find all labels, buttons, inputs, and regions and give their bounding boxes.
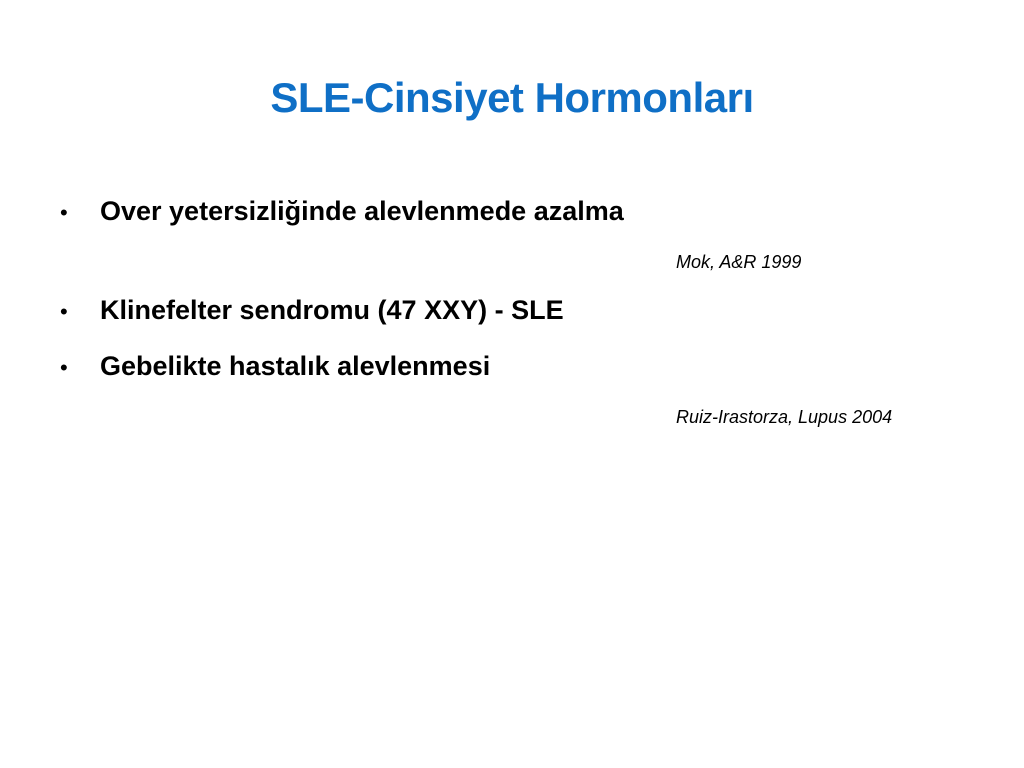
bullet-icon: •: [60, 355, 68, 380]
bullet-text: Gebelikte hastalık alevlenmesi: [100, 351, 491, 381]
slide-title: SLE-Cinsiyet Hormonları: [270, 74, 754, 121]
bullet-text: Klinefelter sendromu (47 XXY) - SLE: [100, 295, 564, 325]
bullet-item: [60, 193, 624, 231]
bullet-item: [60, 292, 564, 330]
citation: Ruiz-Irastorza, Lupus 2004: [676, 407, 893, 427]
citation: Mok, A&R 1999: [676, 252, 802, 272]
bullet-icon: •: [60, 200, 68, 225]
bullet-text: Over yetersizliğinde alevlenmede azalma: [100, 196, 624, 226]
bullet-icon: •: [60, 299, 68, 324]
bullet-item: [60, 348, 490, 386]
